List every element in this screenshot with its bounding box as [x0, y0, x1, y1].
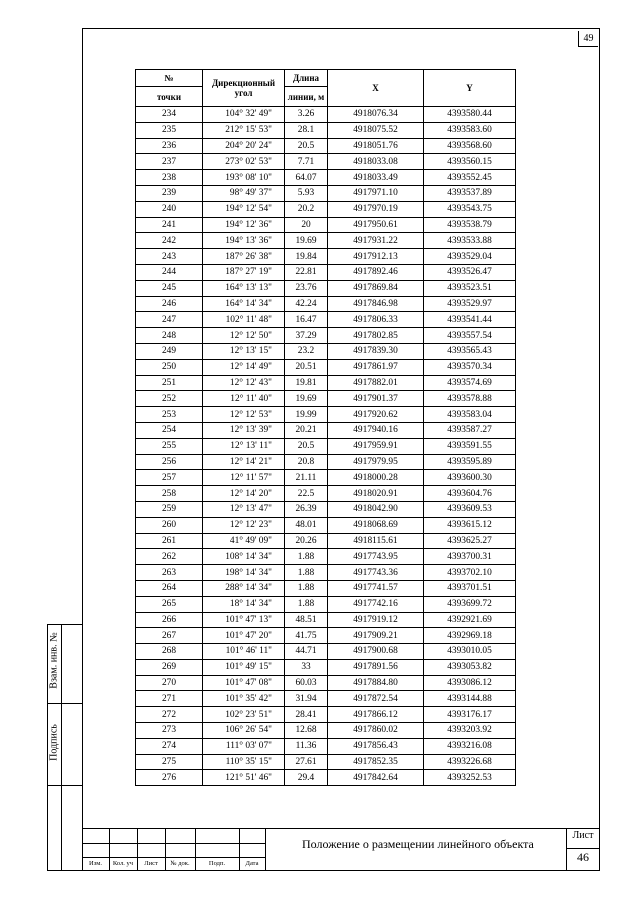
- coord-x: 4917909.21: [328, 628, 424, 644]
- line-length: 21.11: [285, 470, 328, 486]
- coord-y: 4393580.44: [424, 107, 516, 123]
- line-length: 37.29: [285, 328, 328, 344]
- coord-x: 4917940.16: [328, 422, 424, 438]
- coord-x: 4917912.13: [328, 249, 424, 265]
- header-num: №: [136, 70, 203, 87]
- point-number: 260: [136, 517, 203, 533]
- coord-y: 4393216.08: [424, 738, 516, 754]
- point-number: 272: [136, 707, 203, 723]
- coord-x: 4917891.56: [328, 659, 424, 675]
- coord-y: 4393529.04: [424, 249, 516, 265]
- direction-angle: 273° 02' 53": [203, 154, 285, 170]
- coord-y: 4393701.51: [424, 580, 516, 596]
- coord-x: 4917806.33: [328, 312, 424, 328]
- coord-y: 4393053.82: [424, 659, 516, 675]
- signature-label: Подпись: [48, 724, 60, 761]
- coord-y: 4393583.60: [424, 122, 516, 138]
- coord-x: 4918042.90: [328, 501, 424, 517]
- table-row: [136, 122, 516, 138]
- table-body: [136, 107, 516, 786]
- point-number: 273: [136, 723, 203, 739]
- table-row: [136, 723, 516, 739]
- point-number: 276: [136, 770, 203, 786]
- coord-x: 4917900.68: [328, 644, 424, 660]
- point-number: 238: [136, 170, 203, 186]
- point-number: 247: [136, 312, 203, 328]
- line-length: 19.84: [285, 249, 328, 265]
- point-number: 263: [136, 565, 203, 581]
- direction-angle: 111° 03' 07": [203, 738, 285, 754]
- line-length: 19.69: [285, 233, 328, 249]
- document-title: Положение о размещении линейного объекта: [302, 837, 534, 851]
- coord-x: 4917901.37: [328, 391, 424, 407]
- point-number: 249: [136, 343, 203, 359]
- coord-y: 4393226.68: [424, 754, 516, 770]
- coord-x: 4917950.61: [328, 217, 424, 233]
- coord-x: 4918075.52: [328, 122, 424, 138]
- line-length: 1.88: [285, 596, 328, 612]
- direction-angle: 18° 14' 34": [203, 596, 285, 612]
- coord-y: 4393702.10: [424, 565, 516, 581]
- coord-x: 4917802.85: [328, 328, 424, 344]
- point-number: 250: [136, 359, 203, 375]
- coord-x: 4918033.08: [328, 154, 424, 170]
- point-number: 239: [136, 185, 203, 201]
- coord-y: 4393552.45: [424, 170, 516, 186]
- line-length: 20: [285, 217, 328, 233]
- point-number: 246: [136, 296, 203, 312]
- direction-angle: 12° 13' 39": [203, 422, 285, 438]
- coord-x: 4917866.12: [328, 707, 424, 723]
- direction-angle: 212° 15' 53": [203, 122, 285, 138]
- point-number: 264: [136, 580, 203, 596]
- table-row: [136, 359, 516, 375]
- page-number: 49: [578, 31, 598, 47]
- point-number: 257: [136, 470, 203, 486]
- table-row: [136, 217, 516, 233]
- line-length: 20.5: [285, 438, 328, 454]
- coord-y: 4393538.79: [424, 217, 516, 233]
- coord-y: 4393541.44: [424, 312, 516, 328]
- line-length: 12.68: [285, 723, 328, 739]
- point-number: 258: [136, 486, 203, 502]
- direction-angle: 12° 13' 47": [203, 501, 285, 517]
- direction-angle: 187° 26' 38": [203, 249, 285, 265]
- coord-y: 4393543.75: [424, 201, 516, 217]
- coord-x: 4917846.98: [328, 296, 424, 312]
- coord-x: 4918000.28: [328, 470, 424, 486]
- direction-angle: 110° 35' 15": [203, 754, 285, 770]
- sheet-number: 46: [577, 850, 589, 864]
- table-row: [136, 185, 516, 201]
- line-length: 20.51: [285, 359, 328, 375]
- table-row: [136, 612, 516, 628]
- table-row: [136, 154, 516, 170]
- line-length: 31.94: [285, 691, 328, 707]
- point-number: 242: [136, 233, 203, 249]
- table-row: [136, 454, 516, 470]
- coord-y: 4393578.88: [424, 391, 516, 407]
- coord-x: 4917742.16: [328, 596, 424, 612]
- coord-y: 4393591.55: [424, 438, 516, 454]
- direction-angle: 12° 14' 20": [203, 486, 285, 502]
- direction-angle: 102° 11' 48": [203, 312, 285, 328]
- table-row: [136, 675, 516, 691]
- direction-angle: 204° 20' 24": [203, 138, 285, 154]
- coord-y: 4393583.04: [424, 407, 516, 423]
- line-length: 28.1: [285, 122, 328, 138]
- coord-x: 4917861.97: [328, 359, 424, 375]
- line-length: 1.88: [285, 549, 328, 565]
- coord-y: 4393574.69: [424, 375, 516, 391]
- table-row: [136, 407, 516, 423]
- table-row: [136, 170, 516, 186]
- point-number: 234: [136, 107, 203, 123]
- coord-y: 4393595.89: [424, 454, 516, 470]
- direction-angle: 101° 47' 13": [203, 612, 285, 628]
- title-block: [82, 828, 600, 871]
- point-number: 235: [136, 122, 203, 138]
- coord-y: 4393010.05: [424, 644, 516, 660]
- line-length: 16.47: [285, 312, 328, 328]
- line-length: 48.01: [285, 517, 328, 533]
- point-number: 266: [136, 612, 203, 628]
- direction-angle: 12° 12' 43": [203, 375, 285, 391]
- direction-angle: 121° 51' 46": [203, 770, 285, 786]
- direction-angle: 108° 14' 34": [203, 549, 285, 565]
- point-number: 251: [136, 375, 203, 391]
- direction-angle: 98° 49' 37": [203, 185, 285, 201]
- line-length: 26.39: [285, 501, 328, 517]
- point-number: 241: [136, 217, 203, 233]
- table-row: [136, 391, 516, 407]
- point-number: 245: [136, 280, 203, 296]
- table-row: [136, 375, 516, 391]
- direction-angle: 193° 08' 10": [203, 170, 285, 186]
- table-row: [136, 138, 516, 154]
- line-length: 19.99: [285, 407, 328, 423]
- point-number: 253: [136, 407, 203, 423]
- line-length: 7.71: [285, 154, 328, 170]
- table-row: [136, 517, 516, 533]
- direction-angle: 101° 47' 20": [203, 628, 285, 644]
- coord-y: 4393252.53: [424, 770, 516, 786]
- direction-angle: 194° 12' 54": [203, 201, 285, 217]
- table-row: [136, 501, 516, 517]
- direction-angle: 12° 13' 15": [203, 343, 285, 359]
- line-length: 22.5: [285, 486, 328, 502]
- coord-x: 4917920.62: [328, 407, 424, 423]
- table-row: [136, 486, 516, 502]
- coord-y: 4393609.53: [424, 501, 516, 517]
- direction-angle: 101° 35' 42": [203, 691, 285, 707]
- direction-angle: 12° 12' 50": [203, 328, 285, 344]
- col-list: Лист: [144, 860, 158, 867]
- point-number: 244: [136, 264, 203, 280]
- coord-x: 4917860.02: [328, 723, 424, 739]
- coord-y: 4393568.60: [424, 138, 516, 154]
- line-length: 64.07: [285, 170, 328, 186]
- table-row: [136, 201, 516, 217]
- table-row: [136, 343, 516, 359]
- left-stamp: [47, 624, 82, 871]
- point-number: 240: [136, 201, 203, 217]
- point-number: 265: [136, 596, 203, 612]
- header-num-sub: точки: [136, 87, 203, 107]
- point-number: 261: [136, 533, 203, 549]
- coord-x: 4917869.84: [328, 280, 424, 296]
- coord-y: 4393565.43: [424, 343, 516, 359]
- coord-x: 4917884.80: [328, 675, 424, 691]
- line-length: 1.88: [285, 565, 328, 581]
- coord-x: 4918033.49: [328, 170, 424, 186]
- coord-y: 4393537.89: [424, 185, 516, 201]
- coord-x: 4918115.61: [328, 533, 424, 549]
- coord-y: 4393699.72: [424, 596, 516, 612]
- point-number: 256: [136, 454, 203, 470]
- point-number: 262: [136, 549, 203, 565]
- table-row: [136, 280, 516, 296]
- table-row: [136, 233, 516, 249]
- coord-y: 4393587.27: [424, 422, 516, 438]
- line-length: 1.88: [285, 580, 328, 596]
- table-row: [136, 249, 516, 265]
- point-number: 254: [136, 422, 203, 438]
- coord-y: 4393533.88: [424, 233, 516, 249]
- header-length: Длина: [285, 70, 328, 87]
- direction-angle: 12° 13' 11": [203, 438, 285, 454]
- table-row: [136, 533, 516, 549]
- line-length: 33: [285, 659, 328, 675]
- point-number: 271: [136, 691, 203, 707]
- line-length: 20.21: [285, 422, 328, 438]
- line-length: 27.61: [285, 754, 328, 770]
- point-number: 274: [136, 738, 203, 754]
- coord-y: 4393600.30: [424, 470, 516, 486]
- col-kol: Кол. уч: [112, 860, 134, 867]
- line-length: 5.93: [285, 185, 328, 201]
- coord-x: 4917882.01: [328, 375, 424, 391]
- coord-y: 4393615.12: [424, 517, 516, 533]
- header-length-sub: линии, м: [285, 87, 328, 107]
- point-number: 236: [136, 138, 203, 154]
- line-length: 44.71: [285, 644, 328, 660]
- coord-x: 4917979.95: [328, 454, 424, 470]
- direction-angle: 12° 11' 57": [203, 470, 285, 486]
- coord-y: 4392921.69: [424, 612, 516, 628]
- direction-angle: 12° 14' 49": [203, 359, 285, 375]
- direction-angle: 104° 32' 49": [203, 107, 285, 123]
- direction-angle: 12° 14' 21": [203, 454, 285, 470]
- table-row: [136, 107, 516, 123]
- direction-angle: 164° 14' 34": [203, 296, 285, 312]
- line-length: 20.26: [285, 533, 328, 549]
- coord-x: 4918076.34: [328, 107, 424, 123]
- coord-x: 4917743.95: [328, 549, 424, 565]
- coord-x: 4917856.43: [328, 738, 424, 754]
- direction-angle: 101° 47' 08": [203, 675, 285, 691]
- point-number: 275: [136, 754, 203, 770]
- coord-y: 4393144.88: [424, 691, 516, 707]
- direction-angle: 12° 11' 40": [203, 391, 285, 407]
- coord-x: 4917971.10: [328, 185, 424, 201]
- direction-angle: 194° 13' 36": [203, 233, 285, 249]
- table-row: [136, 770, 516, 786]
- coord-x: 4917741.57: [328, 580, 424, 596]
- table-row: [136, 296, 516, 312]
- table-row: [136, 312, 516, 328]
- direction-angle: 288° 14' 34": [203, 580, 285, 596]
- line-length: 41.75: [285, 628, 328, 644]
- line-length: 20.5: [285, 138, 328, 154]
- coord-x: 4917852.35: [328, 754, 424, 770]
- direction-angle: 198° 14' 34": [203, 565, 285, 581]
- col-izm: Изм.: [89, 860, 102, 867]
- table-row: [136, 264, 516, 280]
- point-number: 268: [136, 644, 203, 660]
- table-row: [136, 438, 516, 454]
- table-row: [136, 422, 516, 438]
- header-y: Y: [424, 70, 516, 107]
- direction-angle: 101° 49' 15": [203, 659, 285, 675]
- direction-angle: 12° 12' 23": [203, 517, 285, 533]
- coord-x: 4917839.30: [328, 343, 424, 359]
- coord-y: 4393523.51: [424, 280, 516, 296]
- table-row: [136, 644, 516, 660]
- direction-angle: 164° 13' 13": [203, 280, 285, 296]
- coord-y: 4393529.97: [424, 296, 516, 312]
- table-row: [136, 565, 516, 581]
- coord-x: 4917743.36: [328, 565, 424, 581]
- direction-angle: 102° 23' 51": [203, 707, 285, 723]
- coord-x: 4917970.19: [328, 201, 424, 217]
- table-row: [136, 628, 516, 644]
- coord-y: 4393700.31: [424, 549, 516, 565]
- coord-y: 4393557.54: [424, 328, 516, 344]
- line-length: 11.36: [285, 738, 328, 754]
- line-length: 23.2: [285, 343, 328, 359]
- direction-angle: 41° 49' 09": [203, 533, 285, 549]
- table-row: [136, 596, 516, 612]
- table-row: [136, 707, 516, 723]
- line-length: 60.03: [285, 675, 328, 691]
- point-number: 243: [136, 249, 203, 265]
- sheet-label: Лист: [572, 830, 594, 841]
- coord-y: 4393625.27: [424, 533, 516, 549]
- table-row: [136, 328, 516, 344]
- point-number: 237: [136, 154, 203, 170]
- table-row: [136, 659, 516, 675]
- replace-inv-label: Взам. инв. №: [48, 632, 60, 689]
- coordinates-table: [135, 69, 516, 786]
- table-row: [136, 580, 516, 596]
- coord-y: 4393176.17: [424, 707, 516, 723]
- coord-y: 4393560.15: [424, 154, 516, 170]
- coord-y: 4393086.12: [424, 675, 516, 691]
- point-number: 267: [136, 628, 203, 644]
- coord-x: 4917872.54: [328, 691, 424, 707]
- line-length: 28.41: [285, 707, 328, 723]
- col-doc: № док.: [170, 860, 190, 867]
- line-length: 22.81: [285, 264, 328, 280]
- coord-y: 4393526.47: [424, 264, 516, 280]
- line-length: 20.2: [285, 201, 328, 217]
- coord-x: 4918068.69: [328, 517, 424, 533]
- direction-angle: 106° 26' 54": [203, 723, 285, 739]
- coord-x: 4917842.64: [328, 770, 424, 786]
- point-number: 270: [136, 675, 203, 691]
- header-angle: Дирекционный угол: [203, 70, 285, 107]
- table-row: [136, 691, 516, 707]
- line-length: 29.4: [285, 770, 328, 786]
- coord-x: 4918051.76: [328, 138, 424, 154]
- coord-y: 4393203.92: [424, 723, 516, 739]
- coord-y: 4393570.34: [424, 359, 516, 375]
- point-number: 259: [136, 501, 203, 517]
- col-sign: Подп.: [208, 860, 226, 867]
- coord-x: 4918020.91: [328, 486, 424, 502]
- line-length: 19.81: [285, 375, 328, 391]
- direction-angle: 12° 12' 53": [203, 407, 285, 423]
- point-number: 248: [136, 328, 203, 344]
- table-row: [136, 738, 516, 754]
- line-length: 19.69: [285, 391, 328, 407]
- coord-x: 4917959.91: [328, 438, 424, 454]
- table-row: [136, 470, 516, 486]
- line-length: 3.26: [285, 107, 328, 123]
- point-number: 252: [136, 391, 203, 407]
- coord-y: 4392969.18: [424, 628, 516, 644]
- point-number: 269: [136, 659, 203, 675]
- table-row: [136, 754, 516, 770]
- direction-angle: 194° 12' 36": [203, 217, 285, 233]
- coord-x: 4917892.46: [328, 264, 424, 280]
- coord-y: 4393604.76: [424, 486, 516, 502]
- header-x: X: [328, 70, 424, 107]
- col-date: Дата: [245, 860, 259, 867]
- coord-x: 4917931.22: [328, 233, 424, 249]
- direction-angle: 101° 46' 11": [203, 644, 285, 660]
- direction-angle: 187° 27' 19": [203, 264, 285, 280]
- line-length: 23.76: [285, 280, 328, 296]
- line-length: 48.51: [285, 612, 328, 628]
- line-length: 20.8: [285, 454, 328, 470]
- line-length: 42.24: [285, 296, 328, 312]
- point-number: 255: [136, 438, 203, 454]
- coord-x: 4917919.12: [328, 612, 424, 628]
- table-row: [136, 549, 516, 565]
